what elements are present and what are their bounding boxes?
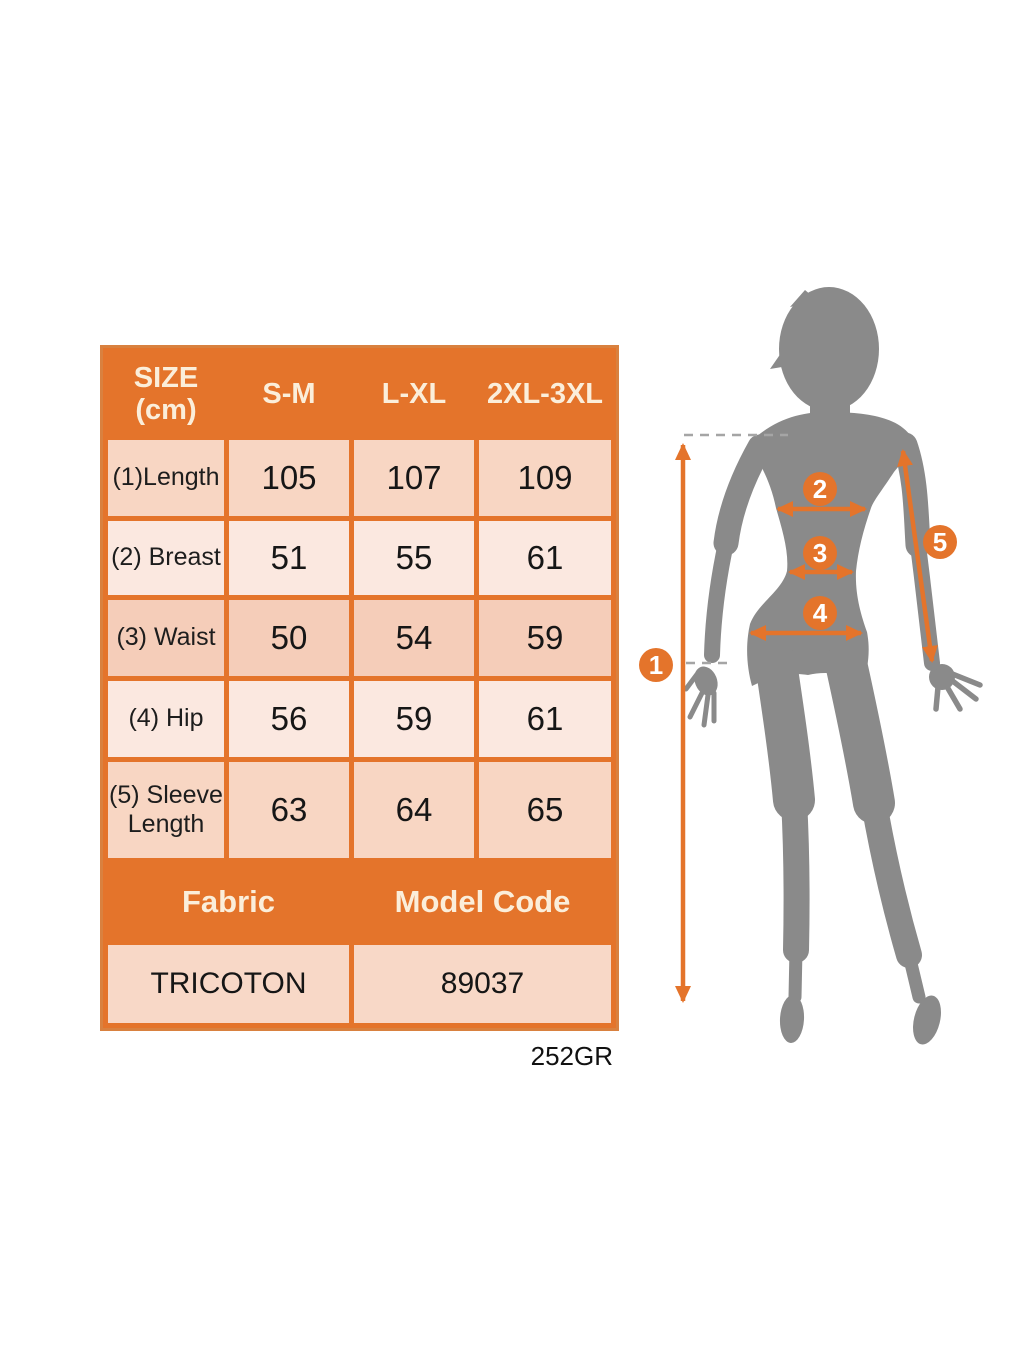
hip-sm: 56 xyxy=(229,681,349,757)
marker-label-3: 3 xyxy=(812,538,828,568)
length-2xl3xl: 109 xyxy=(479,440,611,516)
waist-sm: 50 xyxy=(229,600,349,676)
sleeve-lxl: 64 xyxy=(354,762,474,858)
table-footer-value-row xyxy=(108,945,611,1023)
table-row xyxy=(108,762,611,858)
row-label-length: (1)Length xyxy=(108,440,224,516)
measurement-figure xyxy=(620,265,1000,1065)
marker-label-2: 2 xyxy=(812,474,828,504)
hip-2xl3xl: 61 xyxy=(479,681,611,757)
breast-sm: 51 xyxy=(229,521,349,595)
fabric-value: TRICOTON xyxy=(108,945,349,1023)
table-row xyxy=(108,600,611,676)
table-row xyxy=(108,521,611,595)
table-header-row xyxy=(108,353,611,435)
header-size-lxl: L-XL xyxy=(354,353,474,435)
model-code-header: Model Code xyxy=(354,863,611,940)
table-row xyxy=(108,681,611,757)
marker-label-1: 1 xyxy=(648,650,664,680)
sleeve-sm: 63 xyxy=(229,762,349,858)
size-table xyxy=(100,345,619,1031)
marker-label-4: 4 xyxy=(812,598,828,628)
weight-note: 252GR xyxy=(530,1041,613,1071)
length-sm: 105 xyxy=(229,440,349,516)
breast-lxl: 55 xyxy=(354,521,474,595)
table-footer-header-row xyxy=(108,863,611,940)
row-label-breast: (2) Breast xyxy=(108,521,224,595)
waist-lxl: 54 xyxy=(354,600,474,676)
model-code-value: 89037 xyxy=(354,945,611,1023)
sleeve-2xl3xl: 65 xyxy=(479,762,611,858)
marker-label-5: 5 xyxy=(932,527,948,557)
header-size-2xl3xl: 2XL-3XL xyxy=(479,353,611,435)
fabric-header: Fabric xyxy=(108,863,349,940)
table-row xyxy=(108,440,611,516)
waist-2xl3xl: 59 xyxy=(479,600,611,676)
hip-lxl: 59 xyxy=(354,681,474,757)
row-label-hip: (4) Hip xyxy=(108,681,224,757)
length-lxl: 107 xyxy=(354,440,474,516)
header-size-cm: SIZE (cm) xyxy=(108,353,224,435)
row-label-waist: (3) Waist xyxy=(108,600,224,676)
header-size-sm: S-M xyxy=(229,353,349,435)
breast-2xl3xl: 61 xyxy=(479,521,611,595)
row-label-sleeve-length: (5) Sleeve Length xyxy=(108,762,224,858)
